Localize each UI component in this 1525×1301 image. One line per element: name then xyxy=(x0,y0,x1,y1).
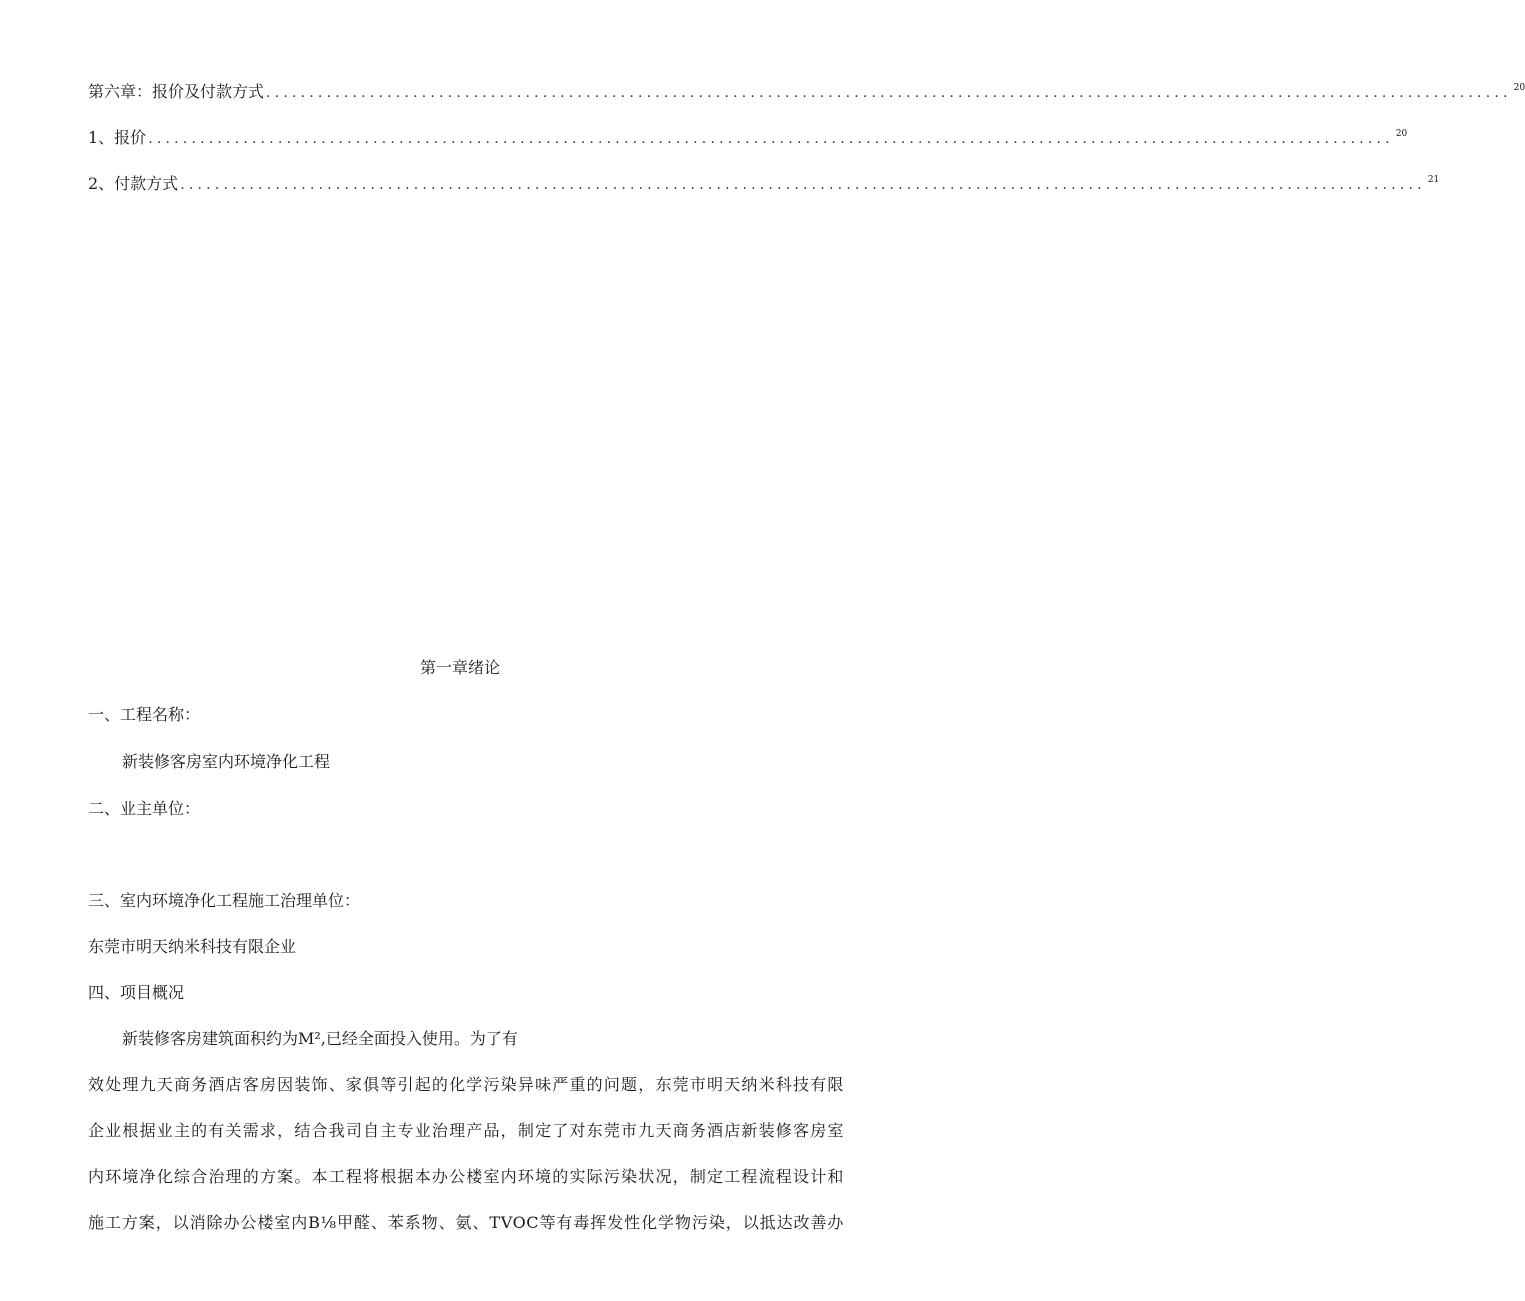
toc-leader-dots: ................................................................................................................................................ xyxy=(266,85,1512,101)
overview-paragraph-first-line: 新装修客房建筑面积约为M²,已经全面投入使用。为了有 xyxy=(122,1029,518,1048)
overview-paragraph-line: 企业根据业主的有关需求，结合我司自主专业治理产品，制定了对东莞市九天商务酒店新装修客房室 xyxy=(88,1121,844,1140)
toc-leader-dots: ................................................................................................................................................ xyxy=(180,177,1426,193)
toc-entry-title: 第六章：报价及付款方式 xyxy=(88,82,265,101)
contractor-value: 东莞市明天纳米科技有限企业 xyxy=(88,937,297,956)
section-heading-contractor: 三、室内环境净化工程施工治理单位： xyxy=(88,891,361,910)
toc-entry[interactable] xyxy=(88,80,1525,104)
section-heading-overview: 四、项目概况 xyxy=(88,983,185,1002)
toc-entry-title: 1、报价 xyxy=(88,128,147,147)
toc-entry[interactable] xyxy=(88,126,1408,150)
overview-paragraph-line: 效处理九天商务酒店客房因装饰、家俱等引起的化学污染异味严重的问题，东莞市明天纳米科技有限 xyxy=(88,1075,844,1094)
toc-leader-dots: ................................................................................................................................................ xyxy=(148,131,1394,147)
toc-entry-page: 21 xyxy=(1427,175,1440,185)
section-heading-project-name: 一、工程名称： xyxy=(88,705,201,724)
section-heading-owner: 二、业主单位： xyxy=(88,799,201,818)
project-name-value: 新装修客房室内环境净化工程 xyxy=(122,752,331,771)
toc-entry-title: 2、付款方式 xyxy=(88,174,179,193)
toc-entry-page: 20 xyxy=(1513,83,1525,93)
toc-entry[interactable] xyxy=(88,172,1440,196)
overview-paragraph-line: 内环境净化综合治理的方案。本工程将根据本办公楼室内环境的实际污染状况，制定工程流程设计和 xyxy=(88,1167,844,1186)
chapter-title: 第一章绪论 xyxy=(419,658,500,677)
overview-paragraph-line: 施工方案，以消除办公楼室内B⅛甲醛、苯系物、氨、TVOC等有毒挥发性化学物污染，以抵达改善办 xyxy=(88,1213,844,1232)
toc-entry-page: 20 xyxy=(1395,129,1408,139)
